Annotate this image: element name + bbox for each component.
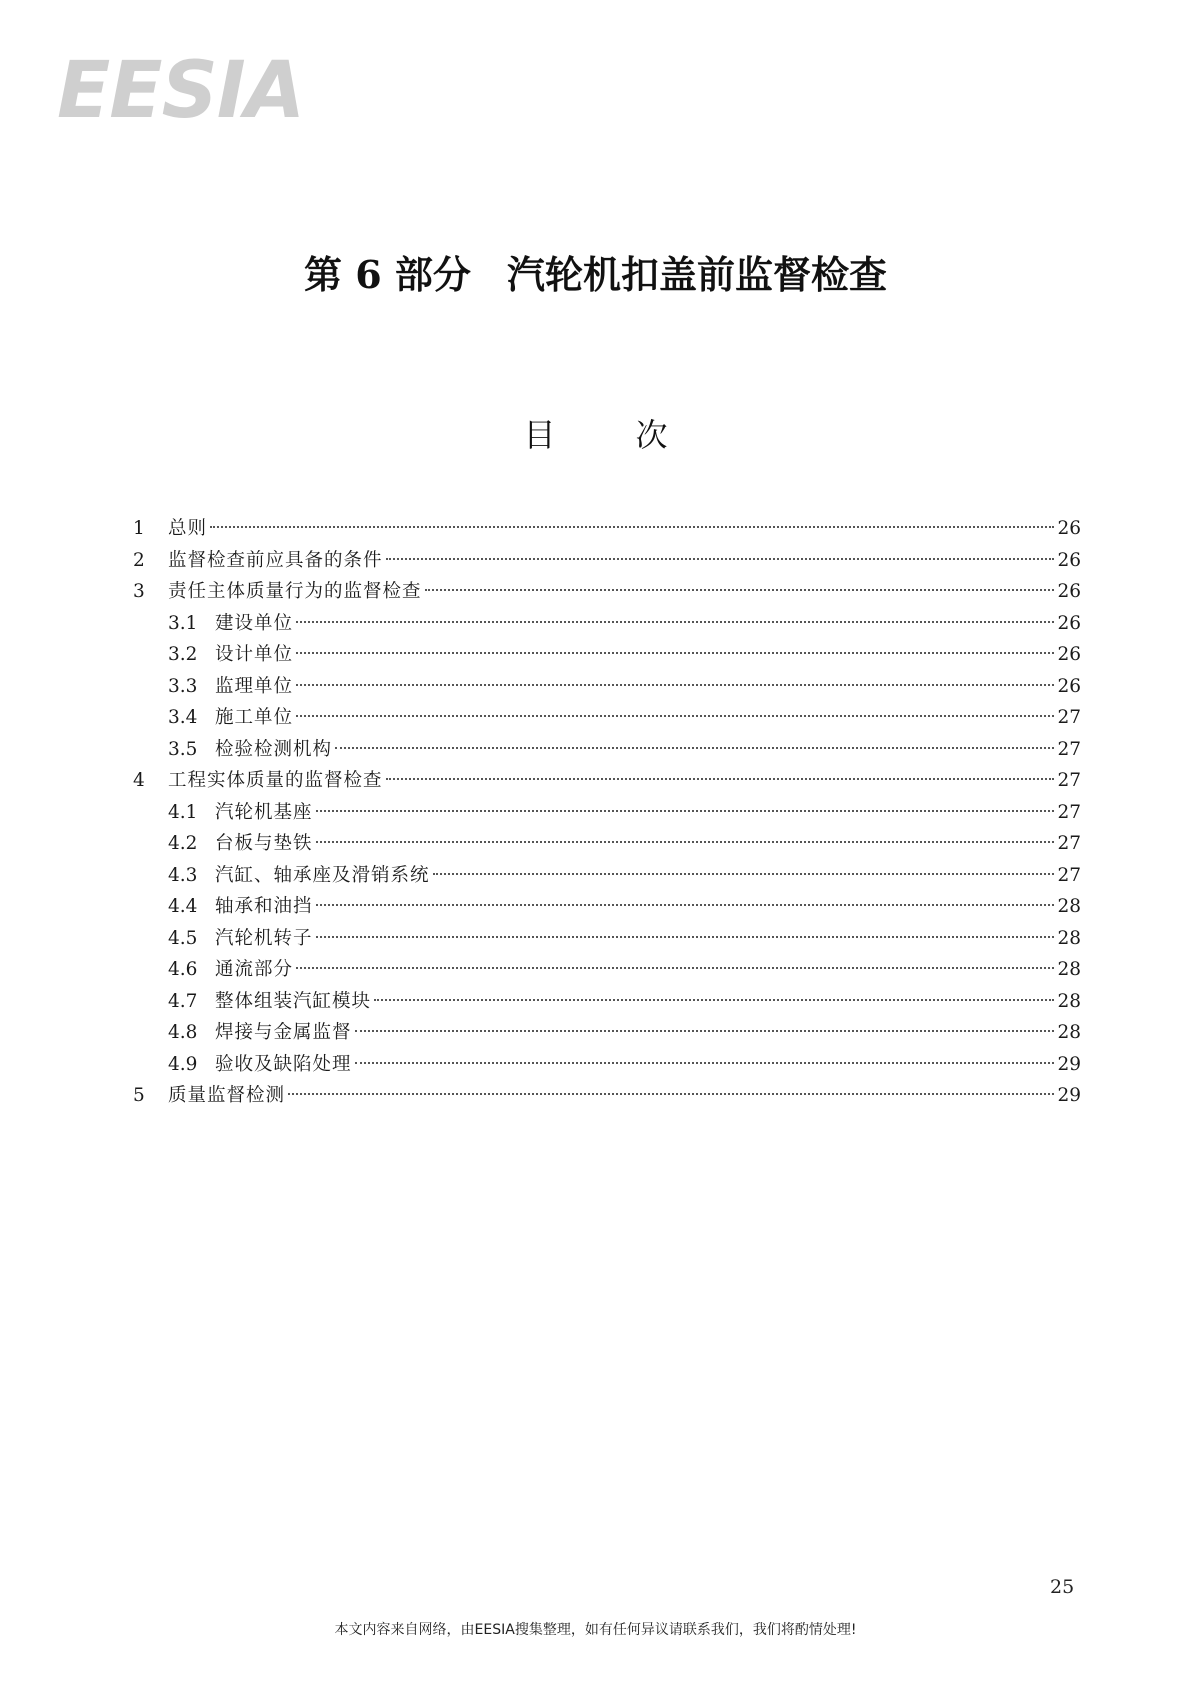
toc-entry-page: 27 (1057, 738, 1081, 760)
toc-entry-label: 设计单位 (215, 644, 294, 665)
toc-entry[interactable] (133, 954, 1081, 986)
toc-entry-number: 4.3 (168, 864, 198, 886)
toc-dot-leader (335, 747, 1054, 749)
page-number: 25 (1050, 1576, 1075, 1598)
toc-entry[interactable] (133, 765, 1081, 797)
toc-entry-label: 汽轮机基座 (215, 801, 313, 823)
toc-entry[interactable] (133, 860, 1081, 892)
toc-entry-number: 2 (133, 549, 145, 571)
toc-dot-leader (288, 1093, 1054, 1095)
toc-entry-number: 3.5 (168, 738, 198, 760)
toc-entry[interactable] (133, 513, 1081, 545)
toc-dot-leader (296, 684, 1054, 686)
toc-dot-leader (433, 873, 1054, 875)
toc-entry-label: 建设单位 (215, 612, 294, 634)
toc-entry-page: 29 (1057, 1053, 1081, 1075)
toc-dot-leader (355, 1062, 1054, 1064)
toc-entry-number: 4.7 (168, 990, 198, 1012)
toc-dot-leader (296, 621, 1054, 623)
toc-entry-page: 28 (1057, 1022, 1081, 1043)
toc-entry-page: 26 (1057, 549, 1081, 571)
toc-entry-number: 4.4 (168, 896, 198, 917)
toc-entry-page: 27 (1057, 801, 1081, 823)
toc-entry-page: 26 (1057, 612, 1081, 634)
toc-dot-leader (316, 904, 1054, 906)
toc-entry[interactable] (133, 545, 1081, 577)
toc-entry-number: 3.1 (168, 612, 198, 634)
toc-entry-label: 施工单位 (215, 707, 294, 728)
part-name: 汽轮机扣盖前监督检查 (506, 252, 887, 297)
toc-entry[interactable] (133, 671, 1081, 703)
toc-dot-leader (296, 967, 1054, 969)
part-title (0, 250, 1191, 300)
toc-entry-number: 1 (133, 518, 145, 539)
toc-entry-page: 27 (1057, 707, 1081, 728)
toc-entry-label: 轴承和油挡 (215, 896, 313, 917)
eesia-logo: EESIA (57, 46, 305, 136)
toc-dot-leader (316, 810, 1054, 812)
toc-entry-label: 工程实体质量的监督检查 (168, 770, 383, 791)
toc-entry[interactable] (133, 797, 1081, 829)
toc-dot-leader (296, 652, 1054, 654)
toc-entry-number: 3 (133, 581, 145, 602)
toc-entry-label: 检验检测机构 (215, 738, 333, 760)
toc-entry[interactable] (133, 986, 1081, 1018)
toc-entry-label: 验收及缺陷处理 (215, 1053, 352, 1075)
part-number: 第 6 部分 (304, 252, 471, 297)
toc-entry-number: 4.2 (168, 833, 198, 854)
toc-entry-page: 27 (1057, 770, 1081, 791)
toc-entry[interactable] (133, 702, 1081, 734)
toc-dot-leader (386, 778, 1054, 780)
toc-entry-number: 3.4 (168, 707, 198, 728)
toc-entry-label: 整体组装汽缸模块 (215, 990, 372, 1012)
toc-entry-number: 5 (133, 1085, 145, 1106)
toc-entry-page: 28 (1057, 896, 1081, 917)
toc-entry-label: 质量监督检测 (168, 1085, 286, 1106)
toc-entry-page: 28 (1057, 927, 1081, 949)
footer-disclaimer: 本文内容来自网络，由EESIA搜集整理，如有任何异议请联系我们，我们将酌情处理! (334, 1622, 857, 1638)
toc-entry-number: 4 (133, 770, 145, 791)
toc-entry[interactable] (133, 639, 1081, 671)
toc-dot-leader (296, 715, 1054, 717)
toc-entry[interactable] (133, 828, 1081, 860)
toc-entry-label: 责任主体质量行为的监督检查 (168, 581, 422, 602)
toc-entry-number: 4.1 (168, 801, 198, 823)
toc-dot-leader (316, 841, 1054, 843)
toc-entry-page: 26 (1057, 518, 1081, 539)
toc-entry-number: 3.3 (168, 675, 198, 697)
toc-entry-page: 27 (1057, 833, 1081, 854)
toc-entry[interactable] (133, 1049, 1081, 1081)
toc-entry-label: 监理单位 (215, 675, 294, 697)
toc-entry-number: 4.5 (168, 927, 198, 949)
toc-entry-page: 29 (1057, 1085, 1081, 1106)
toc-dot-leader (425, 589, 1054, 591)
toc-dot-leader (386, 558, 1054, 560)
toc-entry-page: 28 (1057, 990, 1081, 1012)
toc-entry-label: 汽轮机转子 (215, 927, 313, 949)
toc-entry-number: 4.8 (168, 1022, 198, 1043)
toc-entry[interactable] (133, 1080, 1081, 1112)
toc-entry-label: 汽缸、轴承座及滑销系统 (215, 864, 430, 886)
toc-entry-label: 焊接与金属监督 (215, 1022, 352, 1043)
toc-dot-leader (355, 1030, 1054, 1032)
toc-entry-page: 27 (1057, 864, 1081, 886)
toc-entry-label: 总则 (168, 518, 208, 539)
toc-entry[interactable] (133, 608, 1081, 640)
toc-entry-label: 台板与垫铁 (215, 833, 313, 854)
toc-entry[interactable] (133, 734, 1081, 766)
toc-heading: 目次 (523, 416, 748, 454)
toc-entry-page: 26 (1057, 644, 1081, 665)
toc-entry-page: 28 (1057, 959, 1081, 980)
toc-dot-leader (316, 936, 1054, 938)
toc-entry-label: 通流部分 (215, 959, 294, 980)
toc-entry[interactable] (133, 891, 1081, 923)
toc-entry[interactable] (133, 576, 1081, 608)
toc-entry-page: 26 (1057, 675, 1081, 697)
toc-entry-number: 4.6 (168, 959, 198, 980)
table-of-contents (133, 513, 1081, 1112)
toc-entry-page: 26 (1057, 581, 1081, 602)
toc-entry-label: 监督检查前应具备的条件 (168, 549, 383, 571)
toc-entry-number: 4.9 (168, 1053, 198, 1075)
toc-entry-number: 3.2 (168, 644, 198, 665)
toc-dot-leader (374, 999, 1054, 1001)
toc-dot-leader (210, 526, 1054, 528)
toc-entry[interactable] (133, 1017, 1081, 1049)
toc-entry[interactable] (133, 923, 1081, 955)
